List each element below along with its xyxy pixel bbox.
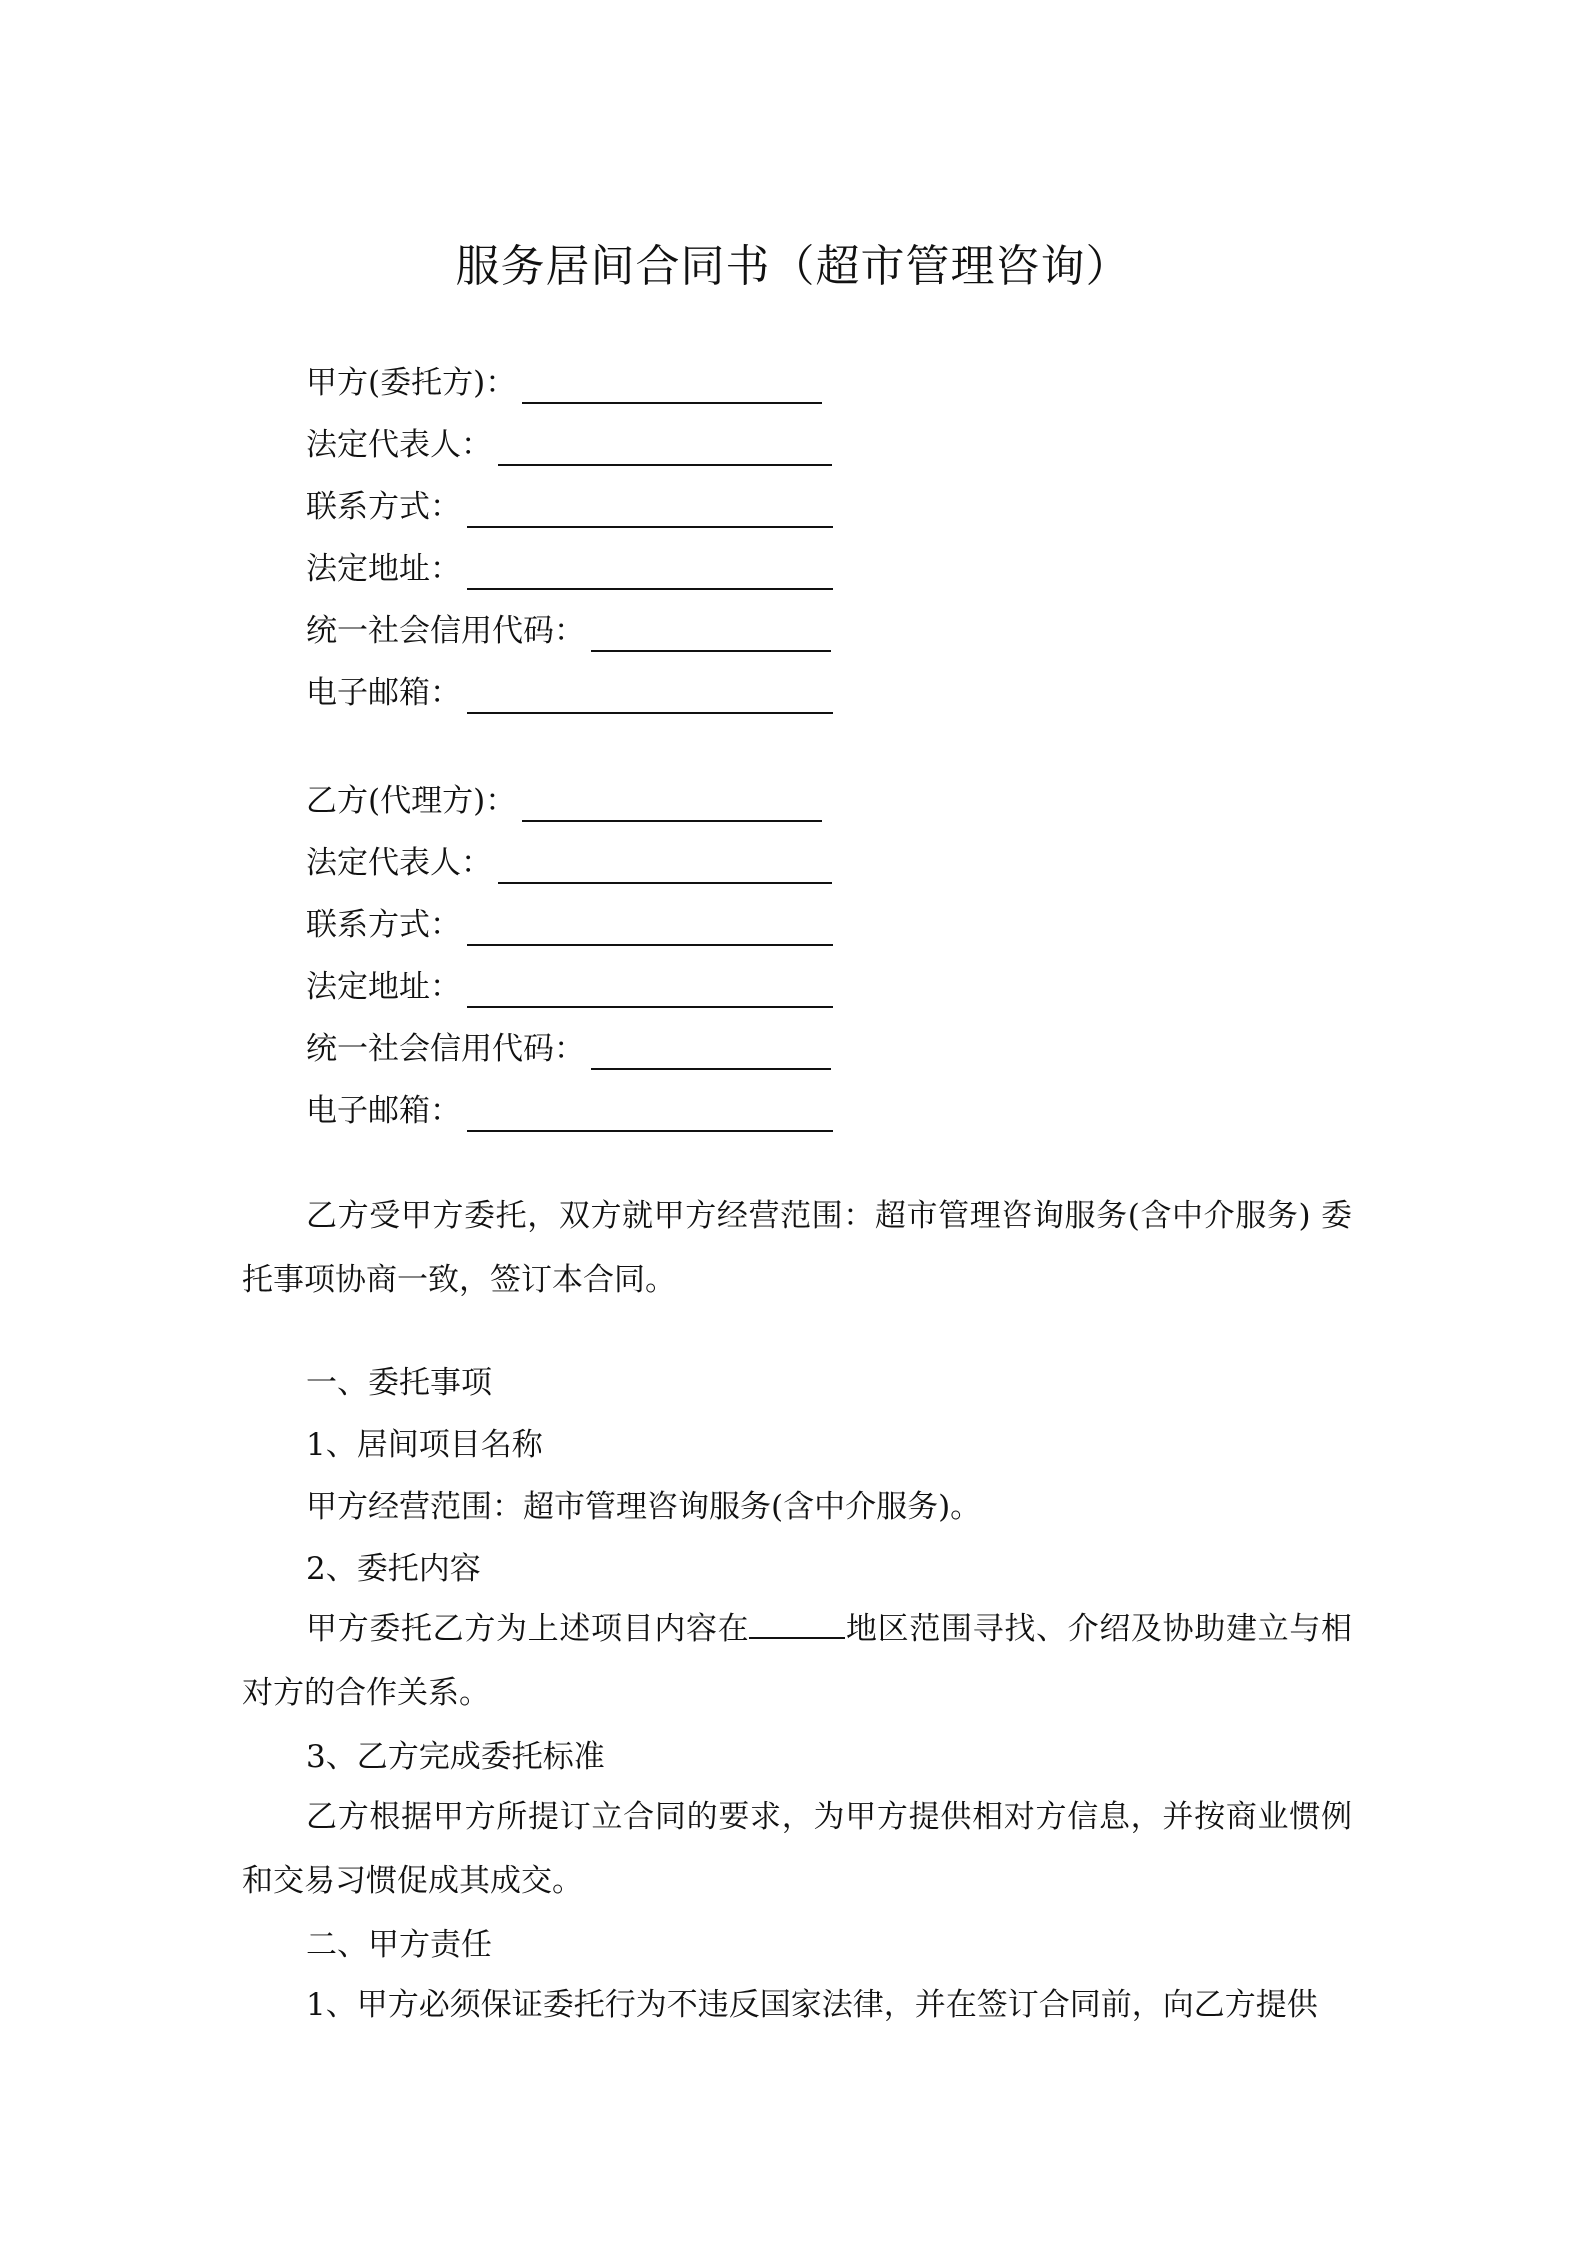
item-3-heading: 3、乙方完成委托标准 bbox=[306, 1739, 605, 1775]
field-label: 统一社会信用代码： bbox=[306, 613, 585, 649]
party-a-name-field bbox=[306, 362, 822, 404]
section-2-item-1-paragraph: 1、甲方必须保证委托行为不违反国家法律，并在签订合同前，向乙方提供 bbox=[306, 1987, 1318, 2023]
region-blank[interactable] bbox=[749, 1607, 845, 1639]
field-label: 甲方(委托方)： bbox=[306, 365, 517, 401]
field-label: 法定地址： bbox=[306, 551, 461, 587]
fill-line[interactable] bbox=[467, 974, 833, 1008]
party-a-legal-rep-field bbox=[306, 424, 832, 466]
item-2-paragraph bbox=[242, 1597, 1352, 1725]
party-b-email-field bbox=[306, 1090, 833, 1132]
party-b-legal-rep-field bbox=[306, 842, 832, 884]
fill-line[interactable] bbox=[498, 432, 832, 466]
field-label: 电子邮箱： bbox=[306, 675, 461, 711]
fill-line[interactable] bbox=[522, 370, 822, 404]
fill-line[interactable] bbox=[522, 788, 822, 822]
field-label: 法定地址： bbox=[306, 969, 461, 1005]
field-label: 联系方式： bbox=[306, 489, 461, 525]
fill-line[interactable] bbox=[498, 850, 832, 884]
item-1-text: 甲方经营范围：超市管理咨询服务(含中介服务)。 bbox=[306, 1489, 982, 1525]
party-b-name-field bbox=[306, 780, 822, 822]
page-title: 服务居间合同书（超市管理咨询） bbox=[455, 241, 1131, 292]
item-2-text-before: 甲方委托乙方为上述项目内容在 bbox=[306, 1611, 750, 1647]
fill-line[interactable] bbox=[591, 1036, 831, 1070]
party-b-contact-field bbox=[306, 904, 833, 946]
item-3-paragraph: 乙方根据甲方所提订立合同的要求，为甲方提供相对方信息，并按商业惯例和交易习惯促成其成交。 bbox=[242, 1799, 1352, 1899]
fill-line[interactable] bbox=[467, 680, 833, 714]
field-label: 电子邮箱： bbox=[306, 1093, 461, 1129]
party-a-credit-code-field bbox=[306, 610, 831, 652]
party-a-contact-field bbox=[306, 486, 833, 528]
fill-line[interactable] bbox=[467, 556, 833, 590]
field-label: 法定代表人： bbox=[306, 427, 492, 463]
field-label: 统一社会信用代码： bbox=[306, 1031, 585, 1067]
party-b-credit-code-field bbox=[306, 1028, 831, 1070]
fill-line[interactable] bbox=[467, 1098, 833, 1132]
field-label: 乙方(代理方)： bbox=[306, 783, 517, 819]
fill-line[interactable] bbox=[467, 494, 833, 528]
fill-line[interactable] bbox=[591, 618, 831, 652]
intro-paragraph: 乙方受甲方委托，双方就甲方经营范围：超市管理咨询服务(含中介服务) 委托事项协商一致，签订本合同。 bbox=[242, 1198, 1352, 1298]
field-label: 联系方式： bbox=[306, 907, 461, 943]
item-2-text-after: 地区范围寻找、介绍及协助建立与相对方的合作关系。 bbox=[242, 1611, 1353, 1711]
party-a-email-field bbox=[306, 672, 833, 714]
fill-line[interactable] bbox=[467, 912, 833, 946]
field-label: 法定代表人： bbox=[306, 845, 492, 881]
item-2-heading: 2、委托内容 bbox=[306, 1551, 481, 1587]
party-b-address-field bbox=[306, 966, 833, 1008]
party-a-address-field bbox=[306, 548, 833, 590]
section-1-heading: 一、委托事项 bbox=[306, 1365, 492, 1401]
item-1-heading: 1、居间项目名称 bbox=[306, 1427, 543, 1463]
section-2-heading: 二、甲方责任 bbox=[306, 1927, 492, 1963]
